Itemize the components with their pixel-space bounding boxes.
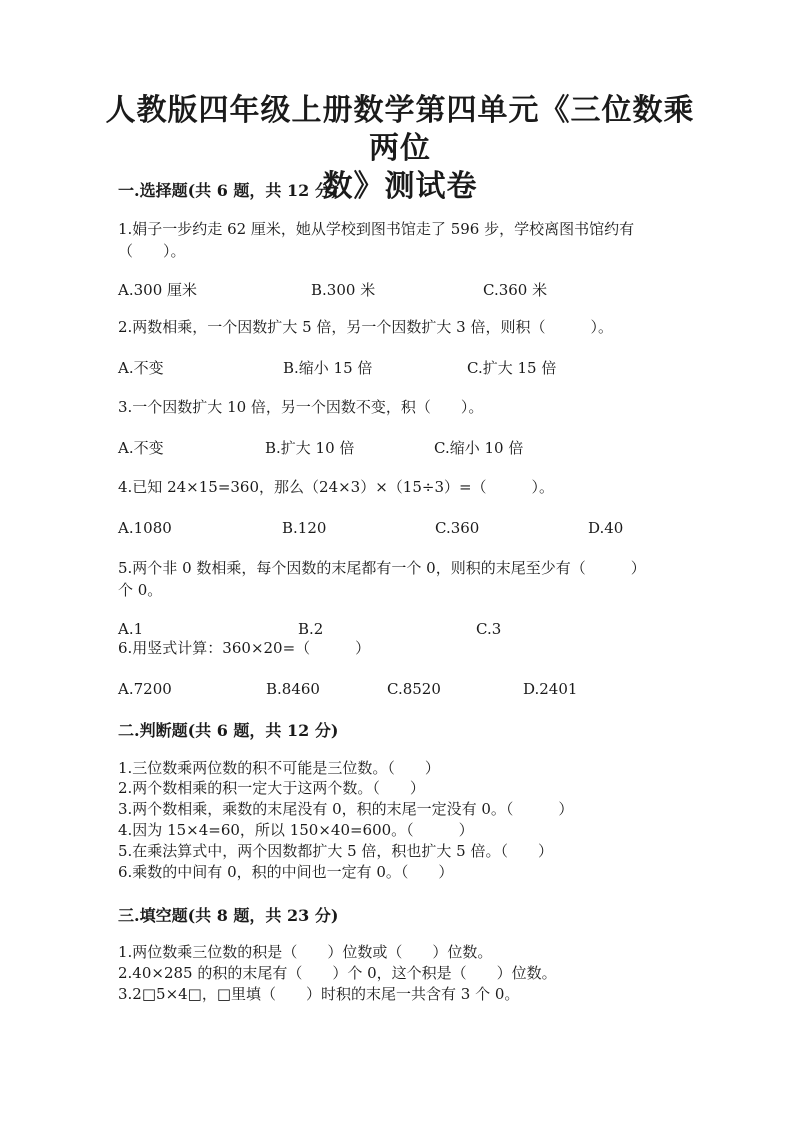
judge-item-1: 1.三位数乘两位数的积不可能是三位数。（ ） xyxy=(118,759,440,777)
choice-question-6: 6.用竖式计算：360×20=（ ） xyxy=(118,639,371,657)
title-line-2: 数》测试卷 xyxy=(322,169,478,204)
option-a: A.7200 xyxy=(118,680,172,698)
fill-item-2: 2.40×285 的积的末尾有（ ）个 0，这个积是（ ）位数。 xyxy=(118,964,557,982)
option-b: B.缩小 15 倍 xyxy=(283,359,373,377)
option-d: D.2401 xyxy=(523,680,578,698)
section-heading-judge: 二.判断题(共 6 题，共 12 分) xyxy=(118,721,339,740)
choice-question-2: 2.两数相乘，一个因数扩大 5 倍，另一个因数扩大 3 倍，则积（ ）。 xyxy=(118,318,613,336)
choice-question-1 xyxy=(118,218,678,262)
option-a: A.不变 xyxy=(118,439,164,457)
fill-item-1: 1.两位数乘三位数的积是（ ）位数或（ ）位数。 xyxy=(118,943,493,961)
question-text-line: 5.两个非 0 数相乘，每个因数的末尾都有一个 0，则积的末尾至少有（ ） xyxy=(118,559,646,577)
option-c: C.缩小 10 倍 xyxy=(434,439,524,457)
section-heading-choice: 一.选择题(共 6 题，共 12 分) xyxy=(118,181,339,200)
judge-item-4: 4.因为 15×4=60，所以 150×40=600。（ ） xyxy=(118,821,474,839)
option-c: C.3 xyxy=(476,620,502,638)
judge-item-5: 5.在乘法算式中，两个因数都扩大 5 倍，积也扩大 5 倍。（ ） xyxy=(118,842,553,860)
choice-question-4: 4.已知 24×15=360，那么（24×3）×（15÷3）=（ ）。 xyxy=(118,478,555,496)
option-d: D.40 xyxy=(588,519,624,537)
option-c: C.8520 xyxy=(387,680,441,698)
option-b: B.扩大 10 倍 xyxy=(265,439,355,457)
option-c: C.扩大 15 倍 xyxy=(467,359,557,377)
option-c: C.360 米 xyxy=(483,281,548,299)
section-heading-fill: 三.填空题(共 8 题，共 23 分) xyxy=(118,906,339,925)
option-a: A.300 厘米 xyxy=(118,281,197,299)
option-c: C.360 xyxy=(435,519,480,537)
question-text-line: 1.娟子一步约走 62 厘米，她从学校到图书馆走了 596 步，学校离图书馆约有 xyxy=(118,220,635,238)
choice-question-5 xyxy=(118,557,678,601)
option-b: B.120 xyxy=(282,519,327,537)
option-b: B.2 xyxy=(298,620,324,638)
choice-question-3: 3.一个因数扩大 10 倍，另一个因数不变，积（ ）。 xyxy=(118,398,484,416)
option-a: A.不变 xyxy=(118,359,164,377)
question-text-line: 个 0。 xyxy=(118,581,163,599)
option-a: A.1080 xyxy=(118,519,172,537)
judge-item-3: 3.两个数相乘，乘数的末尾没有 0，积的末尾一定没有 0。（ ） xyxy=(118,800,574,818)
option-a: A.1 xyxy=(118,620,144,638)
question-text-line: （ ）。 xyxy=(118,242,186,260)
judge-item-6: 6.乘数的中间有 0，积的中间也一定有 0。（ ） xyxy=(118,863,454,881)
option-b: B.8460 xyxy=(266,680,320,698)
option-b: B.300 米 xyxy=(311,281,376,299)
fill-item-3: 3.2□5×4□，□里填（ ）时积的末尾一共含有 3 个 0。 xyxy=(118,985,520,1003)
title-line-1: 人教版四年级上册数学第四单元《三位数乘两位 xyxy=(105,93,695,166)
judge-item-2: 2.两个数相乘的积一定大于这两个数。（ ） xyxy=(118,779,425,797)
